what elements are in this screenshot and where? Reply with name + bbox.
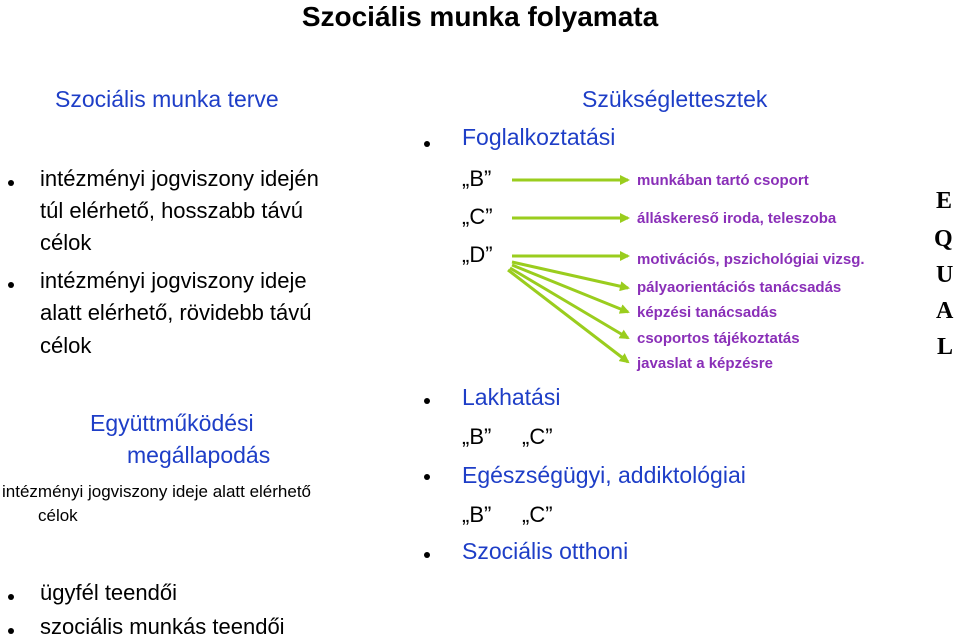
health-level-b: „B” — [462, 502, 492, 527]
level-c: „C” — [462, 204, 493, 229]
plan-heading: Szociális munka terve — [55, 86, 279, 112]
bullet — [424, 552, 430, 558]
service-5: képzési tanácsadás — [637, 304, 778, 321]
housing-level-c: „C” — [522, 424, 553, 449]
agreement-heading-line-1: Együttműködési — [90, 410, 254, 436]
service-7: javaslat a képzésre — [637, 355, 773, 372]
level-b: „B” — [462, 166, 492, 191]
agreement-heading-line-2: megállapodás — [127, 442, 271, 468]
equal-letter-a: A — [936, 298, 954, 324]
agreement-text-line-2: célok — [38, 506, 78, 525]
health-label: Egészségügyi, addiktológiai — [462, 462, 746, 488]
service-6: csoportos tájékoztatás — [637, 330, 800, 347]
level-d: „D” — [462, 242, 493, 267]
service-1: munkában tartó csoport — [637, 172, 809, 189]
service-2: álláskereső iroda, teleszoba — [637, 210, 837, 227]
goal-1-line-1: intézményi jogviszony idején — [40, 166, 319, 191]
goal-2-line-1: intézményi jogviszony ideje — [40, 268, 307, 293]
equal-letter-q: Q — [934, 226, 953, 252]
social-home-label: Szociális otthoni — [462, 538, 629, 564]
arrow-6 — [510, 268, 628, 338]
agreement-text-line-1: intézményi jogviszony ideje alatt elérhető — [2, 482, 312, 501]
service-3: motivációs, pszichológiai vizsg. — [637, 251, 865, 268]
bullet — [424, 474, 430, 480]
housing-level-b: „B” — [462, 424, 492, 449]
goal-1-line-3: célok — [40, 230, 92, 255]
goal-2-line-3: célok — [40, 333, 92, 358]
employment-label: Foglalkoztatási — [462, 124, 616, 150]
arrow-4 — [512, 262, 628, 288]
needs-heading: Szükséglettesztek — [582, 86, 768, 112]
goal-1-line-2: túl elérhető, hosszabb távú — [40, 198, 303, 223]
equal-letter-u: U — [936, 262, 954, 288]
housing-label: Lakhatási — [462, 384, 561, 410]
service-4: pályaorientációs tanácsadás — [637, 279, 842, 296]
equal-letter-l: L — [937, 334, 954, 360]
task-social-worker: szociális munkás teendői — [40, 614, 285, 639]
goal-2-line-2: alatt elérhető, rövidebb távú — [40, 300, 312, 325]
health-level-c: „C” — [522, 502, 553, 527]
task-client: ügyfél teendői — [40, 580, 177, 605]
page-title: Szociális munka folyamata — [301, 1, 659, 32]
bullet — [424, 398, 430, 404]
equal-letter-e: E — [936, 188, 953, 214]
